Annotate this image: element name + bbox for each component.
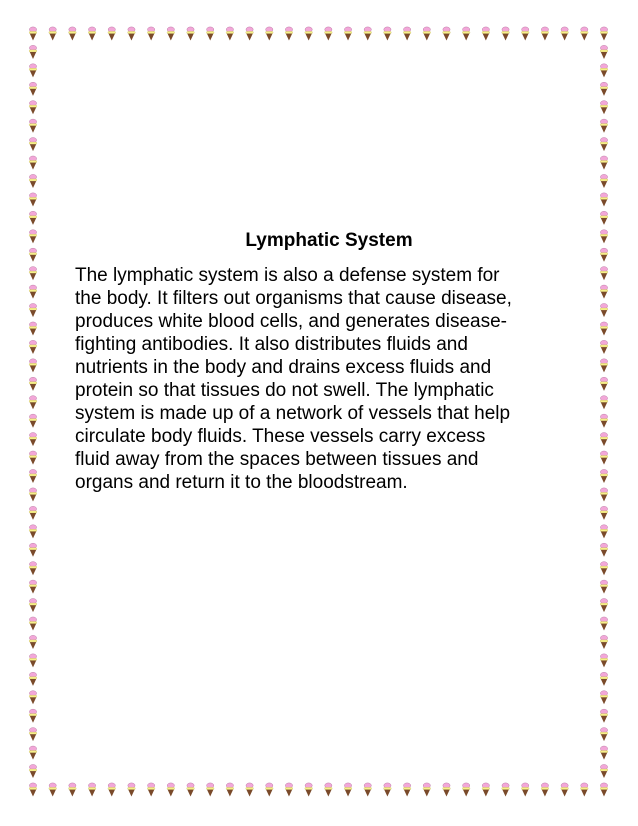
ice-cream-cone-icon — [600, 451, 608, 465]
ice-cream-cone-icon — [502, 27, 510, 41]
ice-cream-cone-icon — [29, 488, 37, 502]
ice-cream-cone-icon — [600, 580, 608, 594]
ice-cream-cone-icon — [600, 672, 608, 686]
ice-cream-cone-icon — [29, 64, 37, 78]
ice-cream-cone-icon — [29, 525, 37, 539]
ice-cream-cone-icon — [581, 783, 589, 797]
ice-cream-cone-icon — [561, 27, 569, 41]
ice-cream-cone-icon — [600, 64, 608, 78]
ice-cream-cone-icon — [600, 138, 608, 152]
ice-cream-cone-icon — [147, 27, 155, 41]
ice-cream-cone-icon — [403, 783, 411, 797]
ice-cream-cone-icon — [600, 211, 608, 225]
ice-cream-cone-icon — [600, 635, 608, 649]
ice-cream-cone-icon — [443, 27, 451, 41]
ice-cream-cone-icon — [29, 746, 37, 760]
ice-cream-cone-icon — [600, 27, 608, 41]
ice-cream-cone-icon — [384, 783, 392, 797]
ice-cream-cone-icon — [541, 783, 549, 797]
ice-cream-cone-icon — [600, 267, 608, 281]
ice-cream-cone-icon — [325, 783, 333, 797]
ice-cream-cone-icon — [29, 285, 37, 299]
ice-cream-cone-icon — [600, 377, 608, 391]
ice-cream-cone-icon — [29, 433, 37, 447]
ice-cream-cone-icon — [265, 27, 273, 41]
ice-cream-cone-icon — [29, 672, 37, 686]
ice-cream-cone-icon — [29, 451, 37, 465]
ice-cream-cone-icon — [49, 783, 57, 797]
ice-cream-cone-icon — [29, 230, 37, 244]
ice-cream-cone-icon — [49, 27, 57, 41]
document-content — [75, 228, 575, 494]
ice-cream-cone-icon — [600, 599, 608, 613]
ice-cream-cone-icon — [600, 525, 608, 539]
ice-cream-cone-icon — [600, 562, 608, 576]
ice-cream-cone-icon — [108, 27, 116, 41]
ice-cream-cone-icon — [29, 543, 37, 557]
ice-cream-cone-icon — [600, 193, 608, 207]
ice-cream-cone-icon — [600, 764, 608, 778]
ice-cream-cone-icon — [128, 27, 136, 41]
ice-cream-cone-icon — [600, 45, 608, 59]
ice-cream-cone-icon — [600, 654, 608, 668]
ice-cream-cone-icon — [502, 783, 510, 797]
ice-cream-cone-icon — [29, 45, 37, 59]
ice-cream-cone-icon — [285, 27, 293, 41]
ice-cream-cone-icon — [600, 156, 608, 170]
ice-cream-cone-icon — [600, 174, 608, 188]
ice-cream-cone-icon — [600, 617, 608, 631]
ice-cream-cone-icon — [600, 414, 608, 428]
ice-cream-cone-icon — [187, 27, 195, 41]
ice-cream-cone-icon — [29, 691, 37, 705]
ice-cream-cone-icon — [108, 783, 116, 797]
ice-cream-cone-icon — [541, 27, 549, 41]
ice-cream-cone-icon — [29, 340, 37, 354]
ice-cream-cone-icon — [600, 506, 608, 520]
ice-cream-cone-icon — [462, 27, 470, 41]
ice-cream-cone-icon — [29, 377, 37, 391]
ice-cream-cone-icon — [384, 27, 392, 41]
ice-cream-cone-icon — [600, 359, 608, 373]
ice-cream-cone-icon — [403, 27, 411, 41]
ice-cream-cone-icon — [167, 783, 175, 797]
ice-cream-cone-icon — [29, 783, 37, 797]
ice-cream-cone-icon — [29, 599, 37, 613]
ice-cream-cone-icon — [226, 27, 234, 41]
ice-cream-cone-icon — [344, 783, 352, 797]
ice-cream-cone-icon — [69, 783, 77, 797]
ice-cream-cone-icon — [69, 27, 77, 41]
ice-cream-cone-icon — [206, 27, 214, 41]
ice-cream-cone-icon — [29, 728, 37, 742]
ice-cream-cone-icon — [206, 783, 214, 797]
ice-cream-cone-icon — [482, 27, 490, 41]
ice-cream-cone-icon — [600, 469, 608, 483]
document-body-text: The lymphatic system is also a defense system for the body. It filters out organisms that cause disease, produces white blood cells, and generates disease- fighting antibodies. It also distributes fluids and nutrients in the body and drains excess fluids and protein so that tissues do not swell. The lymphatic system is made up of a network of vessels that help circulate body fluids. These vessels carry excess fluid away from the spaces between tissues and organs and return it to the bloodstream. — [75, 265, 512, 493]
ice-cream-cone-icon — [600, 709, 608, 723]
ice-cream-cone-icon — [88, 27, 96, 41]
ice-cream-cone-icon — [29, 248, 37, 262]
ice-cream-cone-icon — [187, 783, 195, 797]
ice-cream-cone-icon — [305, 783, 313, 797]
ice-cream-cone-icon — [600, 322, 608, 336]
ice-cream-cone-icon — [325, 27, 333, 41]
ice-cream-cone-icon — [600, 691, 608, 705]
ice-cream-cone-icon — [29, 267, 37, 281]
ice-cream-cone-icon — [29, 156, 37, 170]
ice-cream-cone-icon — [521, 27, 529, 41]
ice-cream-cone-icon — [29, 82, 37, 96]
ice-cream-cone-icon — [285, 783, 293, 797]
ice-cream-cone-icon — [29, 506, 37, 520]
ice-cream-cone-icon — [600, 248, 608, 262]
ice-cream-cone-icon — [561, 783, 569, 797]
ice-cream-cone-icon — [29, 469, 37, 483]
ice-cream-cone-icon — [29, 709, 37, 723]
ice-cream-cone-icon — [600, 728, 608, 742]
ice-cream-cone-icon — [29, 580, 37, 594]
ice-cream-cone-icon — [364, 27, 372, 41]
ice-cream-cone-icon — [600, 783, 608, 797]
ice-cream-cone-icon — [29, 27, 37, 41]
ice-cream-cone-icon — [29, 211, 37, 225]
ice-cream-cone-icon — [600, 101, 608, 115]
ice-cream-cone-icon — [147, 783, 155, 797]
ice-cream-cone-icon — [600, 433, 608, 447]
document-title: Lymphatic System — [245, 230, 413, 251]
ice-cream-cone-icon — [29, 764, 37, 778]
ice-cream-cone-icon — [581, 27, 589, 41]
ice-cream-cone-icon — [29, 138, 37, 152]
ice-cream-cone-icon — [443, 783, 451, 797]
ice-cream-cone-icon — [29, 654, 37, 668]
ice-cream-cone-icon — [600, 230, 608, 244]
ice-cream-cone-icon — [600, 82, 608, 96]
ice-cream-cone-icon — [344, 27, 352, 41]
ice-cream-cone-icon — [462, 783, 470, 797]
ice-cream-cone-icon — [521, 783, 529, 797]
ice-cream-cone-icon — [128, 783, 136, 797]
ice-cream-cone-icon — [600, 285, 608, 299]
ice-cream-cone-icon — [226, 783, 234, 797]
ice-cream-cone-icon — [29, 119, 37, 133]
ice-cream-cone-icon — [29, 193, 37, 207]
ice-cream-cone-icon — [29, 174, 37, 188]
ice-cream-cone-icon — [29, 396, 37, 410]
ice-cream-cone-icon — [246, 783, 254, 797]
ice-cream-cone-icon — [29, 617, 37, 631]
ice-cream-cone-icon — [29, 322, 37, 336]
ice-cream-cone-icon — [600, 543, 608, 557]
ice-cream-cone-icon — [167, 27, 175, 41]
ice-cream-cone-icon — [29, 562, 37, 576]
ice-cream-cone-icon — [600, 303, 608, 317]
ice-cream-cone-icon — [423, 27, 431, 41]
ice-cream-cone-icon — [600, 119, 608, 133]
ice-cream-cone-icon — [246, 27, 254, 41]
ice-cream-cone-icon — [482, 783, 490, 797]
ice-cream-cone-icon — [305, 27, 313, 41]
ice-cream-cone-icon — [265, 783, 273, 797]
ice-cream-cone-icon — [29, 101, 37, 115]
ice-cream-cone-icon — [364, 783, 372, 797]
ice-cream-cone-icon — [600, 488, 608, 502]
ice-cream-cone-icon — [29, 359, 37, 373]
ice-cream-cone-icon — [29, 414, 37, 428]
ice-cream-cone-icon — [88, 783, 96, 797]
ice-cream-cone-icon — [600, 340, 608, 354]
ice-cream-cone-icon — [423, 783, 431, 797]
ice-cream-cone-icon — [600, 746, 608, 760]
ice-cream-cone-icon — [29, 635, 37, 649]
ice-cream-cone-icon — [600, 396, 608, 410]
ice-cream-cone-icon — [29, 303, 37, 317]
